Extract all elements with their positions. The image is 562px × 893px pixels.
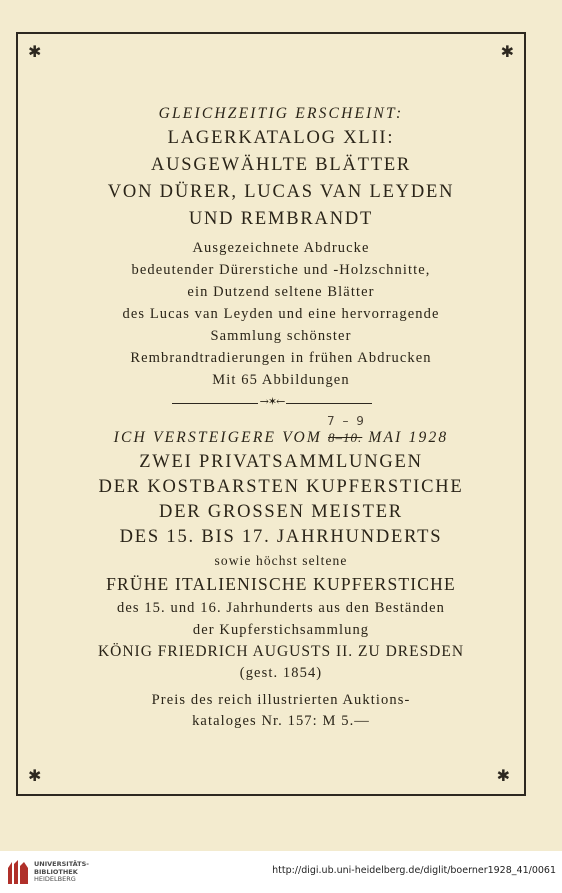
description-line: Sammlung schönster bbox=[210, 328, 352, 344]
also-line: sowie höchst seltene bbox=[214, 553, 348, 568]
library-logo-text bbox=[34, 861, 89, 884]
corner-asterisk-icon: ✱ bbox=[496, 766, 510, 785]
logo-text-line: BIBLIOTHEK bbox=[34, 867, 78, 876]
announcement-block bbox=[0, 103, 562, 391]
corner-asterisk-icon: ✱ bbox=[28, 42, 42, 61]
source-url-link[interactable]: http://digi.ub.uni-heidelberg.de/diglit/boerner1928_41/0061 bbox=[272, 865, 556, 876]
description-line: Rembrandtradierungen in frühen Abdrucken bbox=[130, 350, 432, 366]
price-line: kataloges Nr. 157: M 5.— bbox=[192, 713, 370, 729]
auction-block bbox=[0, 426, 562, 732]
auction-heading bbox=[0, 426, 562, 450]
description-line: bedeutender Dürerstiche und -Holzschnitte, bbox=[131, 262, 431, 278]
catalog-title-line: UND REMBRANDT bbox=[188, 209, 374, 229]
corner-asterisk-icon: ✱ bbox=[500, 42, 514, 61]
auction-heading-suffix: MAI 1928 bbox=[368, 429, 449, 446]
died-line: (gest. 1854) bbox=[239, 665, 323, 681]
description-line: des Lucas van Leyden und eine hervorragende bbox=[122, 306, 440, 322]
catalog-title-line: LAGERKATALOG XLII: bbox=[167, 128, 395, 148]
origin-line: der Kupferstichsammlung bbox=[192, 622, 370, 638]
divider-rule bbox=[286, 403, 372, 404]
description-line: ein Dutzend seltene Blätter bbox=[187, 284, 375, 300]
description-line: Mit 65 Abbildungen bbox=[212, 372, 350, 388]
ornament-divider bbox=[172, 395, 372, 408]
auction-heading-prefix: ICH VERSTEIGERE VOM bbox=[113, 429, 322, 446]
collections-line: DES 15. BIS 17. JAHRHUNDERTS bbox=[119, 527, 443, 547]
description-line: Ausgezeichnete Abdrucke bbox=[192, 240, 370, 256]
divider-rule bbox=[172, 403, 258, 404]
logo-text-line: HEIDELBERG bbox=[34, 875, 76, 883]
logo-text-line: UNIVERSITÄTS- bbox=[34, 860, 89, 868]
catalog-title-line: AUSGEWÄHLTE BLÄTTER bbox=[150, 155, 412, 175]
collections-line: DER KOSTBARSTEN KUPFERSTICHE bbox=[98, 477, 464, 497]
auction-date-struck: 8–10. bbox=[328, 430, 363, 445]
king-line: KÖNIG FRIEDRICH AUGUSTS II. ZU DRESDEN bbox=[97, 643, 465, 660]
price-line: Preis des reich illustrierten Auktions- bbox=[151, 692, 411, 708]
footer-bar bbox=[0, 851, 562, 893]
university-logo-icon bbox=[6, 858, 30, 886]
italian-engravings-line: FRÜHE ITALIENISCHE KUPFERSTICHE bbox=[106, 574, 456, 594]
collections-line: DER GROSSEN MEISTER bbox=[159, 502, 403, 522]
divider-ornament-icon: →✶← bbox=[259, 395, 285, 408]
handwritten-date-correction: 7 – 9 bbox=[327, 414, 366, 428]
catalog-title-line: VON DÜRER, LUCAS VAN LEYDEN bbox=[107, 182, 455, 202]
origin-line: des 15. und 16. Jahrhunderts aus den Beständen bbox=[116, 600, 446, 616]
corner-asterisk-icon: ✱ bbox=[28, 766, 42, 785]
collections-line: ZWEI PRIVATSAMMLUNGEN bbox=[139, 452, 423, 472]
announcement-heading: GLEICHZEITIG ERSCHEINT: bbox=[158, 105, 404, 122]
